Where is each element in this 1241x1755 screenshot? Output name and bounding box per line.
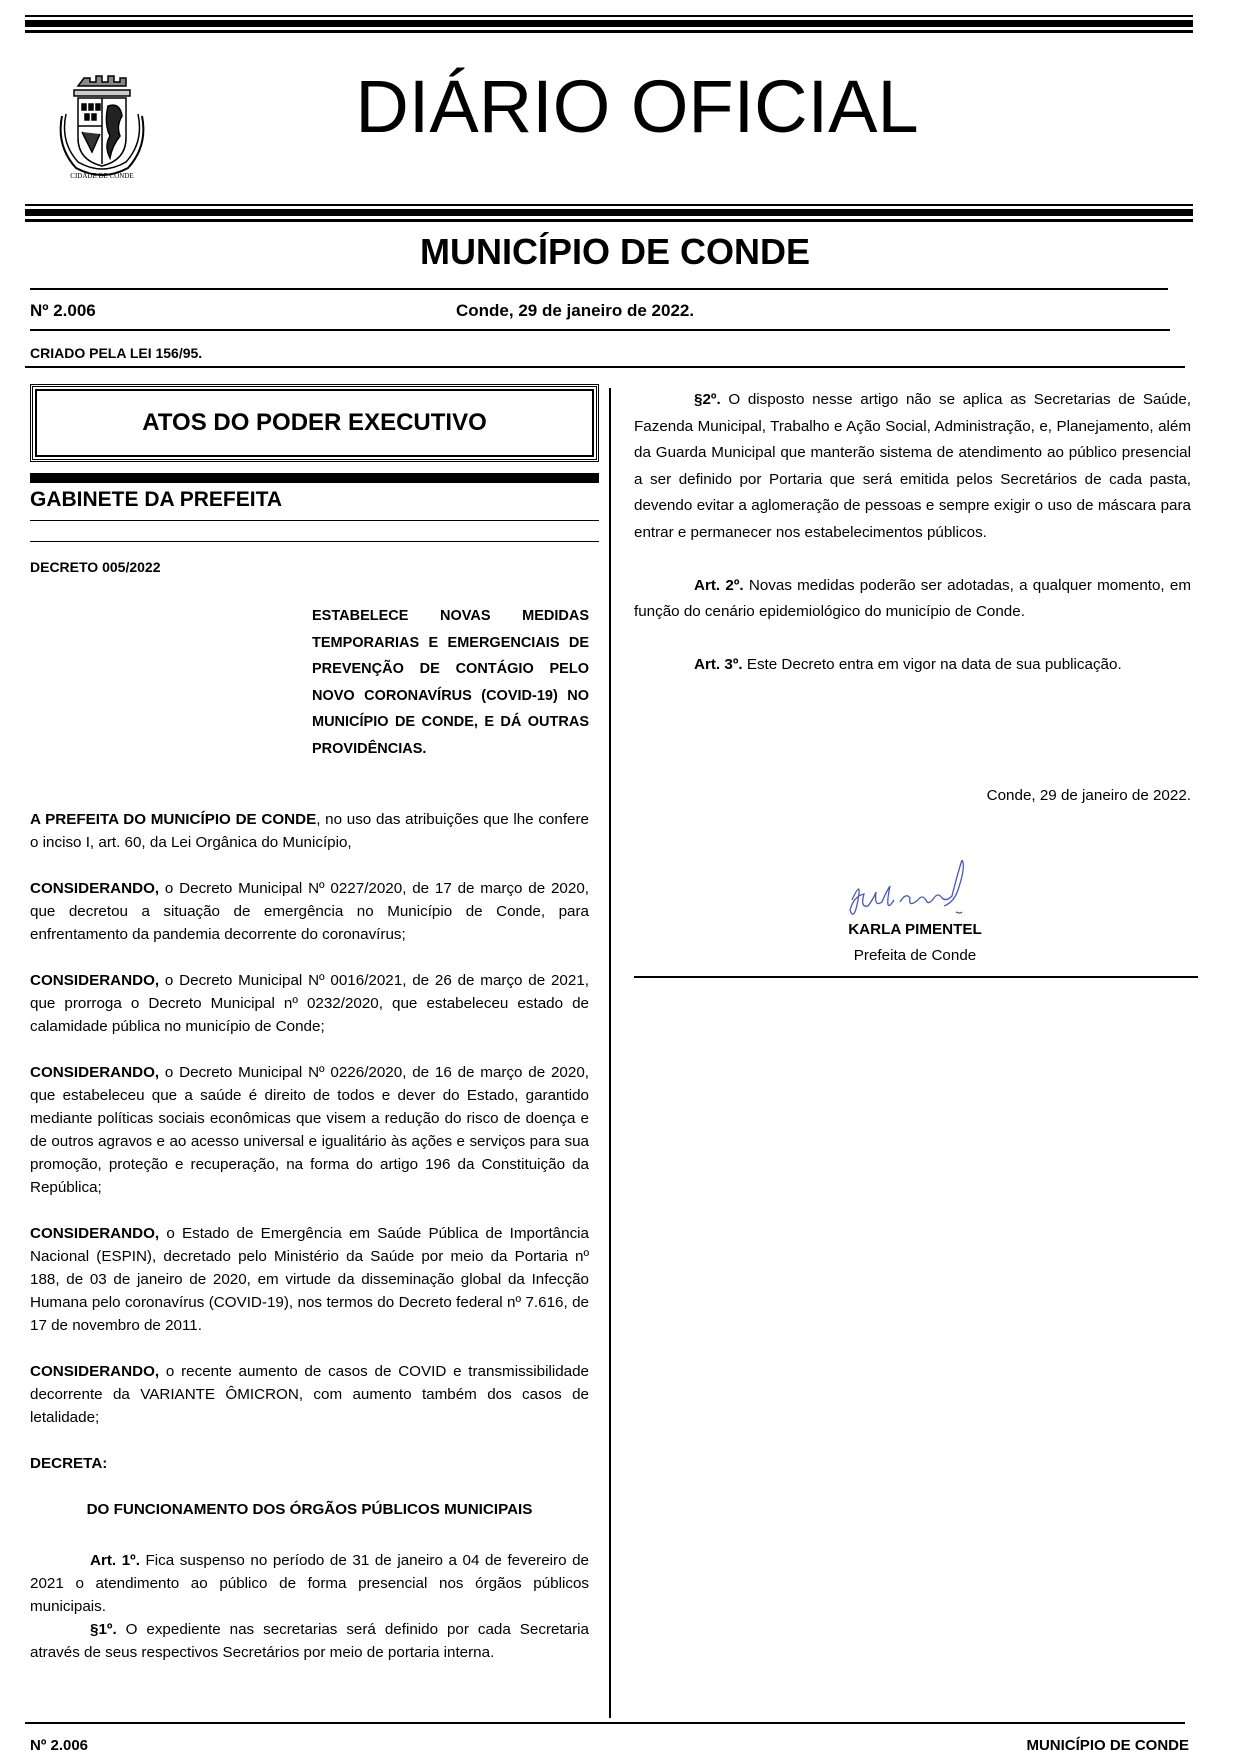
chapter-title	[30, 1498, 589, 1521]
considering-1	[30, 877, 589, 946]
considering-label: CONSIDERANDO,	[30, 972, 160, 989]
divider	[30, 520, 599, 521]
created-by-law: CRIADO PELA LEI 156/95.	[30, 345, 203, 361]
section-title: ATOS DO PODER EXECUTIVO	[142, 409, 487, 436]
considering-text: o Decreto Municipal Nº 0227/2020, de 17 de março de 2020, que decretou a situação de emergência no Município de Conde, para enfrentamento da pandemia decorrente do coronavírus;	[30, 880, 589, 943]
considering-label: CONSIDERANDO,	[30, 1064, 160, 1081]
considering-text: o recente aumento de casos de COVID e transmissibilidade decorrente da VARIANTE ÔMICRON, com aumento também dos casos de letalidade;	[30, 1363, 589, 1426]
article-3	[634, 652, 1191, 679]
considering-2	[30, 969, 589, 1038]
considering-text: o Decreto Municipal Nº 0016/2021, de 26 de março de 2021, que prorroga o Decreto Municipal nº 0232/2020, que estabeleceu estado de calamidade pública no município de Conde;	[30, 972, 589, 1035]
article-label: Art. 2º.	[694, 576, 744, 594]
divider	[30, 541, 599, 542]
signer-name: KARLA PIMENTEL	[848, 921, 982, 938]
article-1	[30, 1549, 589, 1618]
considering-4	[30, 1222, 589, 1337]
municipality-title: MUNICÍPIO DE CONDE	[419, 231, 811, 272]
preamble-bold: A PREFEITA DO MUNICÍPIO DE CONDE	[30, 811, 317, 828]
seal-text: CIDADE DE CONDE	[70, 172, 134, 180]
preamble-text: , no uso das atribuições que lhe confere o inciso I, art. 60, da Lei Orgânica do Município,	[30, 811, 589, 851]
header-rule	[25, 209, 1193, 216]
considering-label: CONSIDERANDO,	[30, 880, 160, 897]
edition-number: Nº 2.006	[30, 301, 96, 320]
decreta	[30, 1452, 589, 1475]
paragraph-2	[634, 387, 1191, 546]
chapter-text: DO FUNCIONAMENTO DOS ÓRGÃOS PÚBLICOS MUNICIPAIS	[86, 1501, 533, 1518]
decree-summary: ESTABELECE NOVAS MEDIDAS TEMPORARIAS E EMERGENCIAIS DE PREVENÇÃO DE CONTÁGIO PELO NOVO CORONAVÍRUS (COVID-19) NO MUNICÍPIO DE CONDE, E DÁ OUTRAS PROVIDÊNCIAS.	[312, 608, 589, 757]
left-column	[30, 808, 589, 1664]
paragraph-text: O disposto nesse artigo não se aplica as Secretarias de Saúde, Fazenda Municipal, Trabalho e Ação Social, Administração, e, Planejamento, além da Guarda Municipal que manterão sistema de atendimento ao público presencial a ser definido por Portaria que será emitida pelos Secretários de cada pasta, devendo evitar a aglomeração de pessoas e sempre exigir o uso de máscara para entrar e permanecer nos estabelecimentos públicos.	[634, 391, 1191, 541]
newspaper-title: DIÁRIO OFICIAL	[355, 65, 919, 148]
header-rule	[25, 20, 1193, 27]
signer-title: Prefeita de Conde	[853, 947, 977, 964]
considering-5	[30, 1360, 589, 1429]
paragraph-text: O expediente nas secretarias será definido por cada Secretaria através de seus respectivos Secretários por meio de portaria interna.	[30, 1621, 589, 1661]
section-title-box	[30, 384, 599, 462]
article-text: Novas medidas poderão ser adotadas, a qualquer momento, em função do cenário epidemiológico do município de Conde.	[634, 576, 1191, 620]
article-label: Art. 3º.	[694, 656, 743, 673]
paragraph-label: §2º.	[694, 391, 721, 408]
divider	[30, 329, 1170, 331]
footer-municipality: MUNICÍPIO DE CONDE	[1026, 1737, 1189, 1754]
article-2	[634, 573, 1191, 626]
header-rule	[25, 15, 1193, 17]
article-label: Art. 1º.	[90, 1552, 140, 1569]
footer-rule	[25, 1722, 1185, 1724]
article-text: Fica suspenso no período de 31 de janeiro a 04 de fevereiro de 2021 o atendimento ao público de forma presencial nos órgãos públicos municipais.	[30, 1552, 590, 1615]
considering-label: CONSIDERANDO,	[30, 1363, 160, 1380]
considering-text: o Decreto Municipal Nº 0226/2020, de 16 de março de 2020, que estabeleceu que a saúde é direito de todos e dever do Estado, garantido mediante políticas sociais econômicas que visem a redução do risco de doença e de outros agravos e ao acesso universal e igualitário às ações e serviços para sua promoção, proteção e recuperação, na forma do artigo 196 da Constituição da República;	[30, 1064, 589, 1196]
header-rule	[25, 204, 1193, 206]
footer-edition-number: Nº 2.006	[30, 1737, 89, 1754]
header-rule	[25, 30, 1193, 33]
divider	[30, 288, 1168, 290]
divider	[634, 976, 1198, 978]
considering-text: o Estado de Emergência em Saúde Pública de Importância Nacional (ESPIN), decretado pelo Ministério da Saúde por meio da Portaria nº 188, de 03 de janeiro de 2020, em virtude da disseminação global da Infecção Humana pelo coronavírus (COVID-19), nos termos do Decreto federal nº 7.616, de 17 de novembro de 2011.	[30, 1225, 589, 1334]
header-rule	[25, 219, 1193, 222]
decreta-label: DECRETA:	[30, 1455, 108, 1472]
column-divider	[609, 388, 611, 1718]
preamble	[30, 808, 589, 854]
edition-date: Conde, 29 de janeiro de 2022.	[456, 301, 695, 320]
paragraph-1	[30, 1618, 589, 1664]
divider	[25, 366, 1185, 368]
considering-label: CONSIDERANDO,	[30, 1225, 160, 1242]
closing-date: Conde, 29 de janeiro de 2022.	[986, 787, 1191, 804]
right-column	[634, 387, 1191, 705]
section-subtitle: GABINETE DA PREFEITA	[30, 488, 283, 511]
paragraph-label: §1º.	[90, 1621, 117, 1638]
decree-number: DECRETO 005/2022	[30, 559, 161, 575]
article-text: Este Decreto entra em vigor na data de sua publicação.	[742, 656, 1122, 673]
considering-3	[30, 1061, 589, 1199]
section-bar	[30, 473, 599, 483]
